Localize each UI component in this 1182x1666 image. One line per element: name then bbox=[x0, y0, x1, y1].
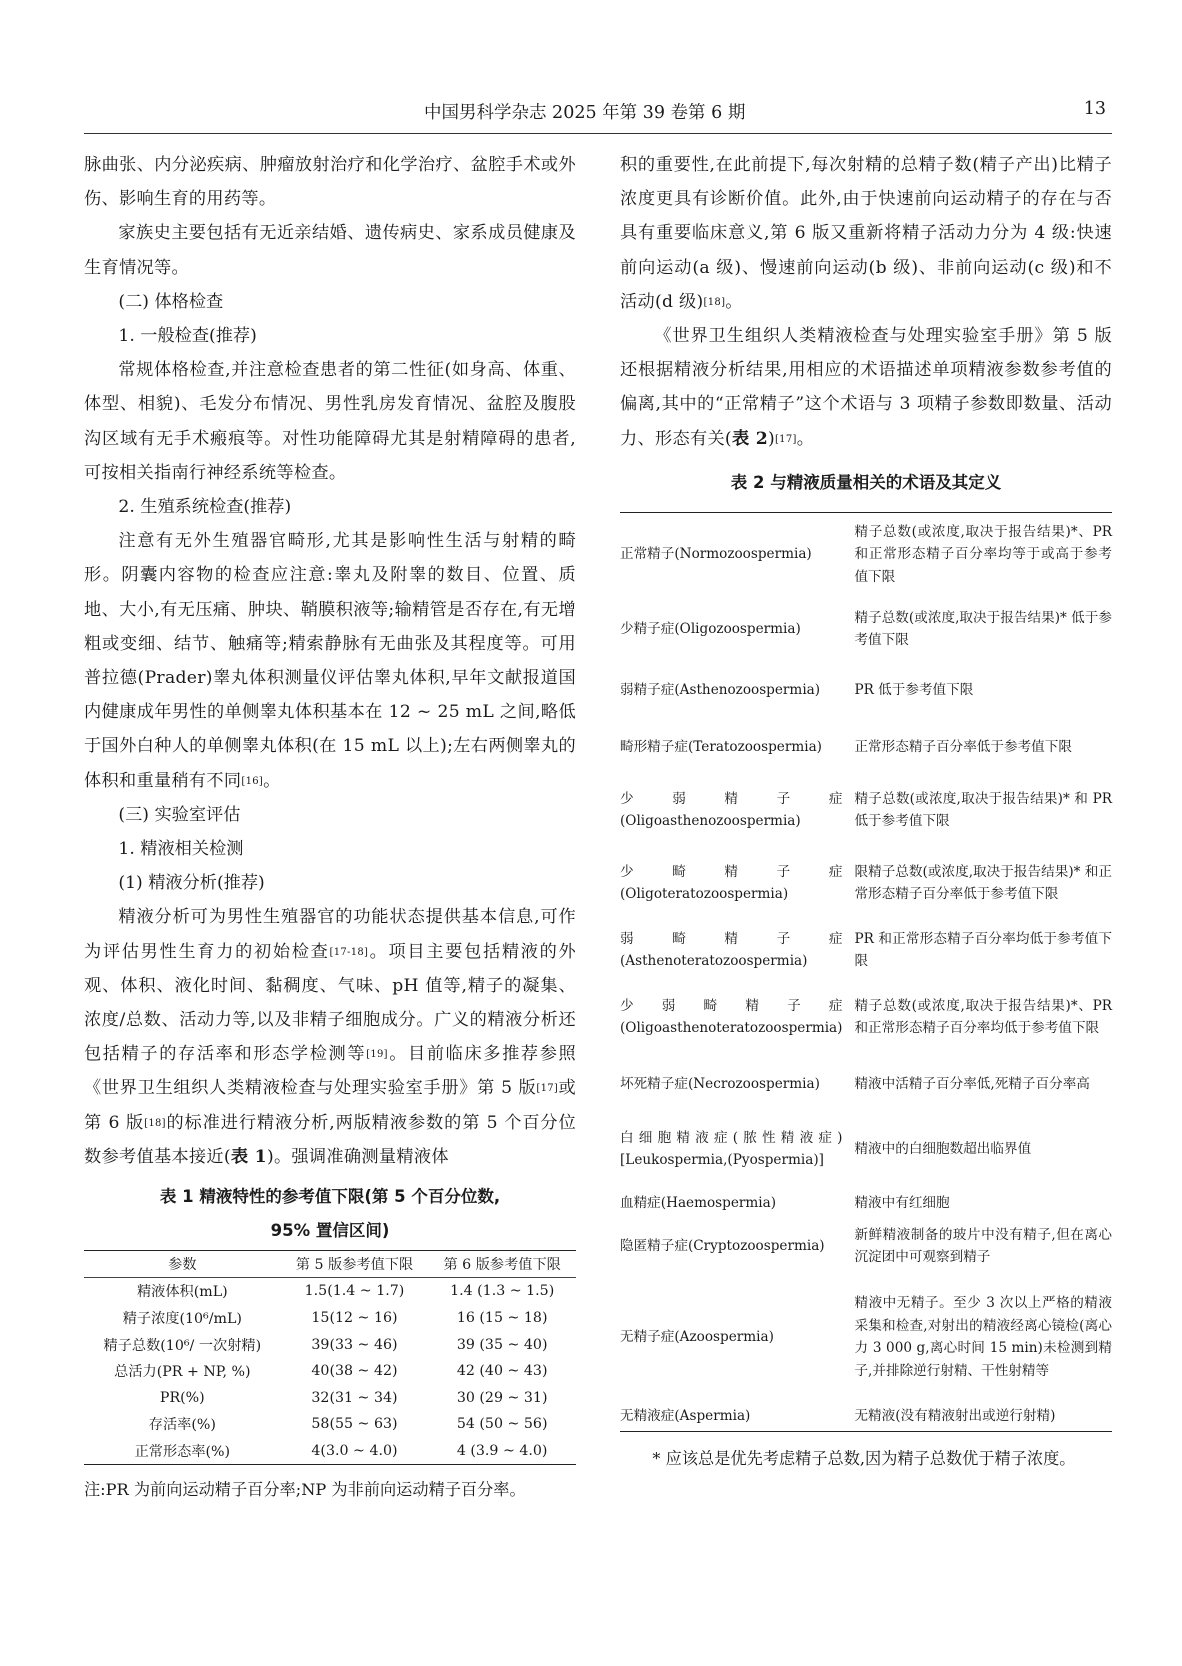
citation: [16] bbox=[241, 775, 264, 787]
table-row: 弱畸精子症(Asthenoteratozoospermia) PR 和正常形态精子百分率均低于参考值下限 bbox=[620, 930, 1112, 970]
table2 bbox=[620, 512, 1112, 1432]
paragraph: 注意有无外生殖器官畸形,尤其是影响性生活与射精的畸形。阴囊内容物的检查应注意:睾丸及附睾的数目、位置、质地、大小,有无压痛、肿块、鞘膜积液等;输精管是否存在,有无增粗或变细、结节、触痛等;精索静脉有无曲张及其程度等。可用普拉德(Prader)睾丸体积测量仪评估睾丸体积,早年文献报道国内健康成年男性的单侧睾丸体积基本在 12 ~ 25 mL 之间,略低于国外白种人的单侧睾丸体积(在 15 mL 以上);左右两侧睾丸的体积和重量稍有不同[16]。 bbox=[84, 531, 576, 791]
table-row: 少弱精子症(Oligoasthenozoospermia) 精子总数(或浓度,取决于报告结果)* 和 PR 低于参考值下限 bbox=[620, 790, 1112, 830]
table-row: 无精子症(Azoospermia) 精液中无精子。至少 3 次以上严格的精液采集和检查,对射出的精液经离心镜检(离心力 3 000 g,离心时间 15 min)未检测到精子,并排除逆行射精、干性射精等 bbox=[620, 1295, 1112, 1379]
right-column bbox=[620, 148, 1112, 1474]
table-row: 精子浓度(10⁶/mL) 15(12 ~ 16) 16 (15 ~ 18) bbox=[122, 1309, 548, 1327]
paragraph: 家族史主要包括有无近亲结婚、遗传病史、家系成员健康及生育情况等。 bbox=[84, 223, 576, 278]
running-header bbox=[84, 99, 1112, 134]
citation: [17-18] bbox=[329, 946, 369, 958]
table-row: 弱精子症(Asthenozoospermia) PR 低于参考值下限 bbox=[620, 681, 974, 698]
table-row: 精子总数(10⁶/ 一次射精) 39(33 ~ 46) 39 (35 ~ 40) bbox=[103, 1336, 548, 1354]
subsection-heading: (1) 精液分析(推荐) bbox=[118, 873, 265, 894]
page-number: 13 bbox=[1083, 99, 1106, 119]
table1-caption: 表 1 精液特性的参考值下限(第 5 个百分位数, 95% 置信区间) bbox=[159, 1187, 501, 1241]
table1 bbox=[84, 1250, 576, 1465]
table-row: 少精子症(Oligozoospermia) 精子总数(或浓度,取决于报告结果)* 低于参考值下限 bbox=[620, 609, 1112, 649]
table-reference: 表 2 bbox=[731, 428, 768, 449]
table-header: 第 5 版参考值下限 bbox=[281, 1251, 429, 1278]
citation: [19] bbox=[366, 1049, 388, 1061]
table-row: 血精症(Haemospermia) 精液中有红细胞 bbox=[620, 1195, 950, 1212]
table-header: 第 6 版参考值下限 bbox=[428, 1251, 576, 1278]
table-row: 正常形态率(%) 4(3.0 ~ 4.0) 4 (3.9 ~ 4.0) bbox=[134, 1442, 548, 1460]
section-heading: (三) 实验室评估 bbox=[118, 804, 241, 825]
table-row: 少弱畸精子症(Oligoasthenoteratozoospermia) 精子总数(或浓度,取决于报告结果)*、PR 和正常形态精子百分率均低于参考值下限 bbox=[620, 997, 1112, 1037]
citation: [17] bbox=[536, 1083, 559, 1095]
table-reference: 表 1 bbox=[230, 1146, 267, 1167]
table2-caption: 表 2 与精液质量相关的术语及其定义 bbox=[730, 472, 1002, 492]
table-row: 正常精子(Normozoospermia) 精子总数(或浓度,取决于报告结果)*、PR 和正常形态精子百分率均等于或高于参考值下限 bbox=[620, 523, 1112, 585]
subsection-heading: 1. 一般检查(推荐) bbox=[118, 326, 257, 347]
citation: [17] bbox=[774, 433, 797, 445]
table-row: 白细胞精液症(脓性精液症)[Leukospermia,(Pyospermia)] 精液中的白细胞数超出临界值 bbox=[620, 1129, 1032, 1169]
section-heading: (二) 体格检查 bbox=[118, 291, 224, 312]
table1-note: 注:PR 为前向运动精子百分率;NP 为非前向运动精子百分率。 bbox=[84, 1480, 526, 1500]
table-row: 存活率(%) 58(55 ~ 63) 54 (50 ~ 56) bbox=[148, 1416, 548, 1434]
paragraph: 精液分析可为男性生殖器官的功能状态提供基本信息,可作为评估男性生育力的初始检查[17-18]。项目主要包括精液的外观、体积、液化时间、黏稠度、气味、pH 值等,精子的凝集、浓度/总数、活动力等,以及非精子细胞成分。广义的精液分析还包括精子的存活率和形态学检测等[19]。目前临床多推荐参照《世界卫生组织人类精液检查与处理实验室手册》第 5 版[17]或第 6 版[18]的标准进行精液分析,两版精液参数的第 5 个百分位数参考值基本接近(表 1)。强调准确测量精液体 bbox=[84, 907, 576, 1167]
table-row: 总活力(PR + NP, %) 40(38 ~ 42) 42 (40 ~ 43) bbox=[114, 1363, 548, 1381]
table-header: 参数 bbox=[84, 1251, 281, 1278]
paragraph: 积的重要性,在此前提下,每次射精的总精子数(精子产出)比精子浓度更具有诊断价值。此外,由于快速前向运动精子的存在与否具有重要临床意义,第 6 版又重新将精子活动力分为 4 级:快速前向运动(a 级)、慢速前向运动(b 级)、非前向运动(c 级)和不活动(d 级)[18]。 bbox=[620, 155, 1112, 312]
table-row: 无精液症(Aspermia) 无精液(没有精液射出或逆行射精) bbox=[620, 1407, 1056, 1424]
citation: [18] bbox=[144, 1117, 166, 1129]
table-row: 畸形精子症(Teratozoospermia) 正常形态精子百分率低于参考值下限 bbox=[620, 739, 1072, 756]
subsection-heading: 1. 精液相关检测 bbox=[118, 839, 244, 860]
citation: [18] bbox=[703, 296, 726, 308]
paragraph: 《世界卫生组织人类精液检查与处理实验室手册》第 5 版还根据精液分析结果,用相应的术语描述单项精液参数参考值的偏离,其中的“正常精子”这个术语与 3 项精子参数即数量、活动力、形态有关(表 2)[17]。 bbox=[620, 326, 1112, 449]
journal-title: 中国男科学杂志 2025 年第 39 卷第 6 期 bbox=[424, 103, 746, 123]
table-row: 少畸精子症(Oligoteratozoospermia) 限精子总数(或浓度,取决于报告结果)* 和正常形态精子百分率低于参考值下限 bbox=[620, 863, 1112, 903]
paragraph: 常规体格检查,并注意检查患者的第二性征(如身高、体重、体型、相貌)、毛发分布情况、男性乳房发育情况、盆腔及腹股沟区域有无手术瘢痕等。对性功能障碍尤其是射精障碍的患者,可按相关指南行神经系统等检查。 bbox=[84, 360, 576, 483]
table-row: 精液体积(mL) 1.5(1.4 ~ 1.7) 1.4 (1.3 ~ 1.5) bbox=[136, 1283, 555, 1301]
left-column bbox=[84, 148, 576, 1505]
table2-footnote: * 应该总是优先考虑精子总数,因为精子总数优于精子浓度。 bbox=[652, 1448, 1076, 1468]
table-row: PR(%) 32(31 ~ 34) 30 (29 ~ 31) bbox=[159, 1389, 548, 1406]
table-row: 坏死精子症(Necrozoospermia) 精液中活精子百分率低,死精子百分率高 bbox=[620, 1076, 1090, 1093]
subsection-heading: 2. 生殖系统检查(推荐) bbox=[118, 497, 292, 518]
table-row: 隐匿精子症(Cryptozoospermia) 新鲜精液制备的玻片中没有精子,但在离心沉淀团中可观察到精子 bbox=[620, 1226, 1112, 1266]
paragraph: 脉曲张、内分泌疾病、肿瘤放射治疗和化学治疗、盆腔手术或外伤、影响生育的用药等。 bbox=[84, 155, 576, 210]
